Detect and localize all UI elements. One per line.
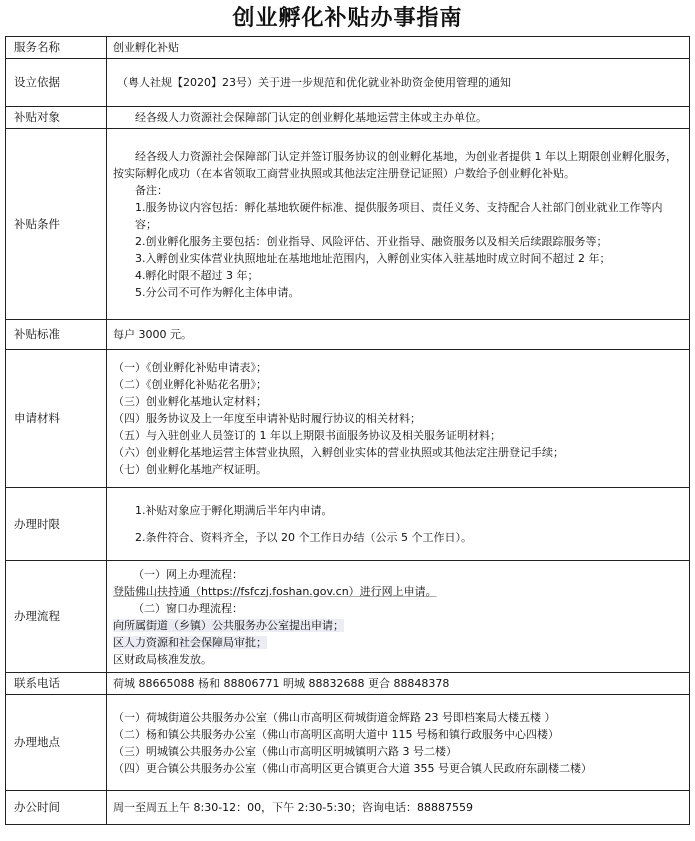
basis-text: （粤人社规【2020】23号）关于进一步规范和优化就业补助资金使用管理的通知 xyxy=(117,76,511,89)
condition-item: 5.分公司不可作为孵化主体申请。 xyxy=(135,285,300,299)
process-step: 向所属街道（乡镇）公共服务办公室提出申请； xyxy=(113,618,344,632)
time-limit-item: 1.补贴对象应于孵化期满后半年内申请。 xyxy=(135,504,333,517)
table-row xyxy=(6,488,690,561)
online-process-title: （一）网上办理流程： xyxy=(133,567,243,581)
row-value xyxy=(107,488,690,561)
condition-item: 3.入孵创业实体营业执照地址在基地地址范围内，入孵创业实体入驻基地时成立时间不超过 2 年； xyxy=(135,251,611,265)
row-value xyxy=(107,695,690,791)
row-value: 每户 3000 元。 xyxy=(107,320,690,350)
location-item: （四）更合镇公共服务办公室（佛山市高明区更合镇更合大道 355 号更合镇人民政府东副楼二楼） xyxy=(113,761,592,775)
row-value xyxy=(107,107,690,129)
table-row xyxy=(6,695,690,791)
row-value xyxy=(107,350,690,488)
page-title: 创业孵化补贴办事指南 xyxy=(232,6,463,31)
row-label: 办理地点 xyxy=(6,695,107,791)
material-item: （三）创业孵化基地认定材料； xyxy=(113,395,267,408)
row-value xyxy=(107,59,690,107)
target-text: 经各级人力资源社会保障部门认定的创业孵化基地运营主体或主办单位。 xyxy=(135,111,487,124)
row-value xyxy=(107,129,690,320)
window-process-title: （二）窗口办理流程： xyxy=(133,601,243,615)
online-process-text: 登陆佛山扶持通（https://fsfczj.foshan.gov.cn）进行网上申请。 xyxy=(113,584,437,598)
row-label: 补贴对象 xyxy=(6,107,107,129)
condition-item: 1.服务协议内容包括：孵化基地软硬件标准、提供服务项目、责任义务、支持配合人社部门创业就业工作等内容； xyxy=(135,200,663,231)
row-label: 办公时间 xyxy=(6,791,107,825)
spacer xyxy=(113,519,683,529)
location-item: （二）杨和镇公共服务办公室（佛山市高明区高明大道中 115 号杨和镇行政服务中心四楼） xyxy=(113,727,559,741)
location-item: （三）明城镇公共服务办公室（佛山市高明区明城镇明六路 3 号二楼） xyxy=(113,744,457,758)
table-row xyxy=(6,350,690,488)
location-item: （一）荷城街道公共服务办公室（佛山市高明区荷城街道金辉路 23 号即档案局大楼五楼 ） xyxy=(113,710,556,724)
table-row xyxy=(6,791,690,825)
guide-table xyxy=(5,36,690,825)
row-value: 荷城 88665088 杨和 88806771 明城 88832688 更合 88848378 xyxy=(107,673,690,695)
row-label: 补贴条件 xyxy=(6,129,107,320)
row-value: 周一至周五上午 8:30-12：00，下午 2:30-5:30；咨询电话：88887559 xyxy=(107,791,690,825)
table-row xyxy=(6,320,690,350)
row-label: 申请材料 xyxy=(6,350,107,488)
row-label: 办理流程 xyxy=(6,561,107,673)
condition-item: 4.孵化时限不超过 3 年； xyxy=(135,268,259,282)
table-row xyxy=(6,129,690,320)
material-item: （五）与入驻创业人员签订的 1 年以上期限书面服务协议及相关服务证明材料； xyxy=(113,429,501,442)
row-label: 联系电话 xyxy=(6,673,107,695)
row-value: 创业孵化补贴 xyxy=(107,37,690,59)
table-row xyxy=(6,561,690,673)
process-step: 区人力资源和社会保障局审批； xyxy=(113,635,267,649)
row-label: 补贴标准 xyxy=(6,320,107,350)
material-item: （七）创业孵化基地产权证明。 xyxy=(113,463,267,476)
process-step: 区财政局核准发放。 xyxy=(113,652,212,666)
table-row xyxy=(6,59,690,107)
material-item: （一）《创业孵化补贴申请表》； xyxy=(113,361,267,374)
row-label: 服务名称 xyxy=(6,37,107,59)
material-item: （二）《创业孵化补贴花名册》； xyxy=(113,378,267,391)
table-row xyxy=(6,107,690,129)
condition-item: 2.创业孵化服务主要包括：创业指导、风险评估、开业指导、融资服务以及相关后续跟踪服务等； xyxy=(135,234,608,248)
time-limit-item: 2.条件符合、资料齐全，予以 20 个工作日办结（公示 5 个工作日）。 xyxy=(135,531,472,544)
row-label: 设立依据 xyxy=(6,59,107,107)
row-value xyxy=(107,561,690,673)
conditions-intro: 经各级人力资源社会保障部门认定并签订服务协议的创业孵化基地，为创业者提供 1 年以上期限创业孵化服务，按实际孵化成功（在本省领取工商营业执照或其他法定注册登记证照）户数给予创业孵化补贴。 xyxy=(113,149,677,180)
material-item: （四）服务协议及上一年度至申请补贴时履行协议的相关材料； xyxy=(113,412,421,425)
table-row xyxy=(6,37,690,59)
table-row xyxy=(6,673,690,695)
material-item: （六）创业孵化基地运营主体营业执照，入孵创业实体的营业执照或其他法定注册登记手续； xyxy=(113,446,564,459)
conditions-remark: 备注： xyxy=(135,183,168,197)
row-label: 办理时限 xyxy=(6,488,107,561)
